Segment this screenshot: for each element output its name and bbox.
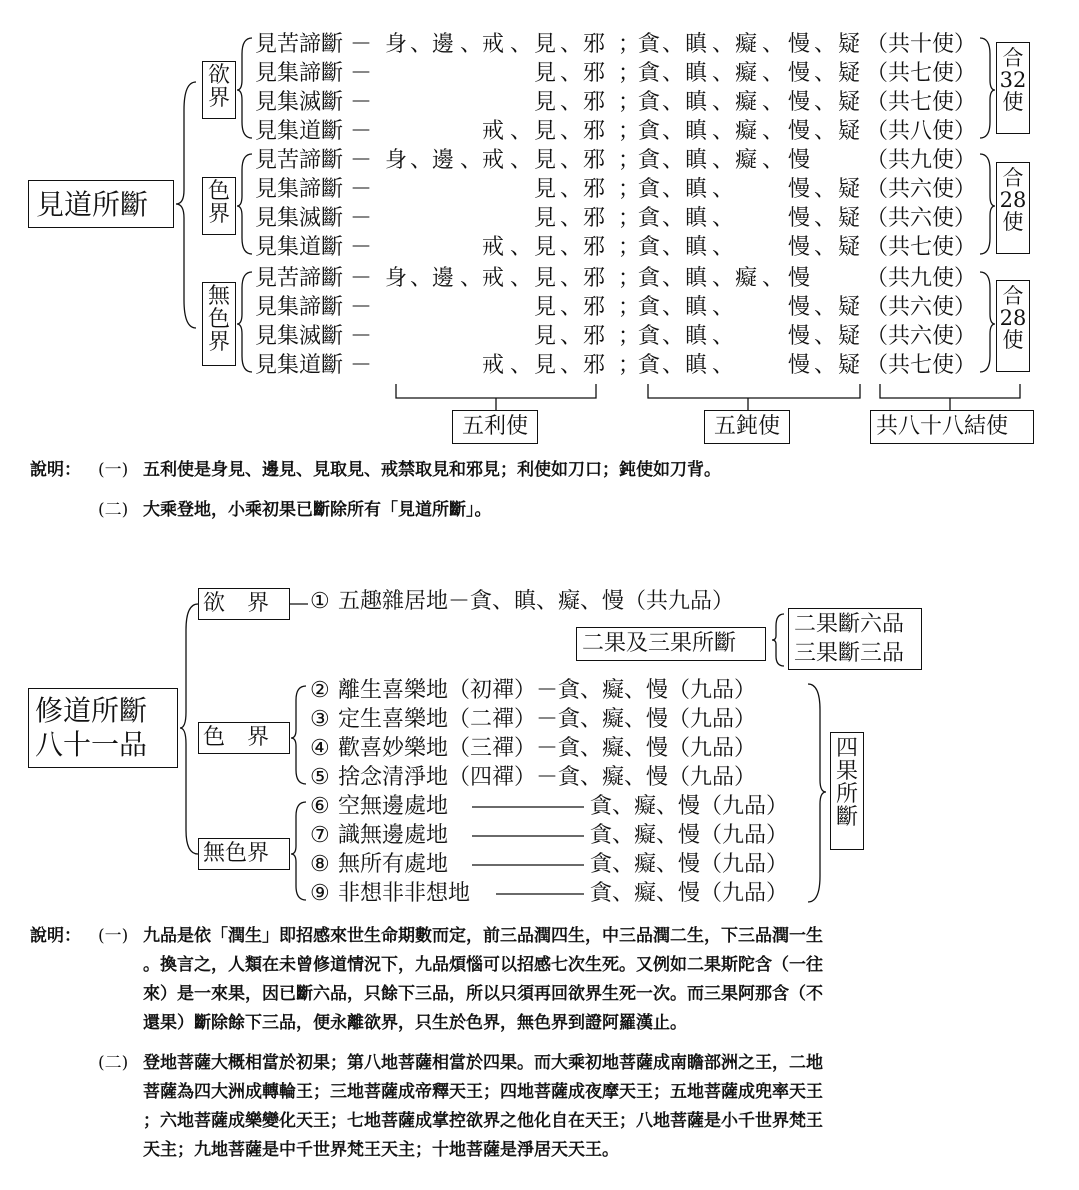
row-9-tail: 貪、癡、慢（九品） <box>590 881 789 906</box>
four-fruit-2: 果 <box>835 759 858 785</box>
top-row-7-sep: 、 <box>712 206 735 231</box>
top-row-5-semi: ； <box>618 148 641 173</box>
top-row-9-kind: 見苦諦斷 <box>255 266 344 291</box>
top-row-3-c2: 癡 <box>735 90 758 115</box>
top-row-1-sep: 、 <box>410 32 433 57</box>
top-row-5-sep: 、 <box>762 148 785 173</box>
top-row-8-total: （共七使） <box>866 235 977 260</box>
top-row-9-semi: ； <box>618 266 641 291</box>
top-row-11-kind: 見集滅斷 <box>255 324 344 349</box>
top-row-9-sep: 、 <box>560 266 583 291</box>
top-row-5-total: （共九使） <box>866 148 977 173</box>
four-fruit-1: 四 <box>835 736 858 761</box>
top-row-8-y: 疑 <box>838 235 861 260</box>
top-row-6-c: 瞋 <box>685 177 708 202</box>
row-5-text: 捨念清淨地（四禪）－貪、癡、慢（九品） <box>338 765 757 790</box>
top-row-5-e: 邊 <box>432 148 455 173</box>
top-row-11-dash: － <box>350 324 373 349</box>
top-row-3-c: 瞋 <box>685 90 708 115</box>
bottom-right-brace <box>808 684 826 902</box>
bracket-total <box>880 384 1020 410</box>
top-row-3-sep: 、 <box>560 90 583 115</box>
top-row-12-sep: 、 <box>662 353 685 378</box>
top-row-11-sep: 、 <box>662 324 685 349</box>
bottom-main-brace <box>180 604 198 854</box>
row-2-num: ② <box>310 678 330 703</box>
top-row-5-sep: 、 <box>460 148 483 173</box>
top-row-1-total: （共十使） <box>866 32 977 57</box>
top-row-8-dash: － <box>350 235 373 260</box>
top-row-4-sep: 、 <box>560 119 583 144</box>
top-row-1-kind: 見苦諦斷 <box>255 32 344 57</box>
top-row-9-sep: 、 <box>712 266 735 291</box>
top-row-2-sep: 、 <box>762 61 785 86</box>
top-row-3-kind: 見集滅斷 <box>255 90 344 115</box>
top-row-6-kind: 見集諦斷 <box>255 177 344 202</box>
top-row-10-y: 疑 <box>838 295 861 320</box>
top-row-8-t: 貪 <box>638 235 661 260</box>
top-row-1-b: 身 <box>385 32 408 57</box>
top-row-9-dash: － <box>350 266 373 291</box>
top-row-8-kind: 見集道斷 <box>255 235 344 260</box>
row-6-name: 空無邊處地 <box>338 794 449 819</box>
four-fruit-3: 所 <box>835 782 858 808</box>
fruit-label: 二果及三果所斷 <box>582 631 737 656</box>
top-row-12-c: 瞋 <box>685 353 708 378</box>
top-row-9-sep: 、 <box>662 266 685 291</box>
row-8-num: ⑧ <box>310 852 330 877</box>
bottom-realm-formless-label: 無色界 <box>203 841 270 866</box>
top-row-6-sep: 、 <box>814 177 837 202</box>
row-8-tail: 貪、癡、慢（九品） <box>590 852 789 877</box>
top-row-8-sep: 、 <box>560 235 583 260</box>
top-row-9-c2: 癡 <box>735 266 758 291</box>
top-row-4-k: 見 <box>534 119 557 144</box>
top-row-6-sep: 、 <box>712 177 735 202</box>
bottom-note-2-num: (二) <box>98 1053 129 1073</box>
top-row-5-sep: 、 <box>410 148 433 173</box>
fruit-item-2: 三果斷三品 <box>794 641 905 666</box>
top-row-10-dash: － <box>350 295 373 320</box>
top-row-10-total: （共六使） <box>866 295 977 320</box>
top-row-9-sep: 、 <box>410 266 433 291</box>
top-row-6-m: 慢 <box>788 177 811 202</box>
sum-desire-3: 使 <box>1002 90 1024 115</box>
group-label-dull: 五鈍使 <box>714 414 781 439</box>
top-row-3-m: 慢 <box>788 90 811 115</box>
top-row-9-sep: 、 <box>510 266 533 291</box>
top-row-7-kind: 見集滅斷 <box>255 206 344 231</box>
top-row-5-t: 貪 <box>638 148 661 173</box>
row-1-text: 五趣雜居地－貪、瞋、癡、慢（共九品） <box>338 589 735 614</box>
top-row-3-k: 見 <box>534 90 557 115</box>
top-row-10-m: 慢 <box>788 295 811 320</box>
bottom-title-1: 修道所斷 <box>35 694 148 727</box>
top-row-9-sep: 、 <box>762 266 785 291</box>
top-row-4-j: 戒 <box>482 119 505 144</box>
top-row-2-c: 瞋 <box>685 61 708 86</box>
group-label-sharp: 五利使 <box>462 414 529 439</box>
top-row-4-m: 慢 <box>788 119 811 144</box>
row-7-name: 識無邊處地 <box>338 823 449 848</box>
top-row-5-c2: 癡 <box>735 148 758 173</box>
top-row-4-y: 疑 <box>838 119 861 144</box>
top-row-9-k: 見 <box>534 266 557 291</box>
top-row-1-sep: 、 <box>460 32 483 57</box>
top-row-12-sep: 、 <box>814 353 837 378</box>
top-row-8-semi: ； <box>618 235 641 260</box>
top-row-3-x: 邪 <box>583 90 606 115</box>
realm-label-formless: 無色界 <box>208 284 231 356</box>
realm-label-form: 色界 <box>208 179 231 228</box>
top-row-12-x: 邪 <box>583 353 606 378</box>
top-row-8-sep: 、 <box>712 235 735 260</box>
top-row-8-x: 邪 <box>583 235 606 260</box>
top-row-4-sep: 、 <box>510 119 533 144</box>
top-row-9-e: 邊 <box>432 266 455 291</box>
top-row-10-sep: 、 <box>662 295 685 320</box>
top-row-7-t: 貪 <box>638 206 661 231</box>
top-row-12-kind: 見集道斷 <box>255 353 344 378</box>
top-row-1-y: 疑 <box>838 32 861 57</box>
top-row-12-total: （共七使） <box>866 353 977 378</box>
top-row-3-total: （共七使） <box>866 90 977 115</box>
top-row-10-sep: 、 <box>712 295 735 320</box>
top-row-2-m: 慢 <box>788 61 811 86</box>
top-row-3-sep: 、 <box>662 90 685 115</box>
top-row-5-sep: 、 <box>712 148 735 173</box>
top-row-3-dash: － <box>350 90 373 115</box>
top-row-1-c: 瞋 <box>685 32 708 57</box>
sum-form-1: 合 <box>1002 166 1024 190</box>
top-row-5-kind: 見苦諦斷 <box>255 148 344 173</box>
top-row-7-total: （共六使） <box>866 206 977 231</box>
row-5-num: ⑤ <box>310 765 330 790</box>
row-4-text: 歡喜妙樂地（三禪）－貪、癡、慢（九品） <box>338 736 757 761</box>
top-row-2-sep: 、 <box>814 61 837 86</box>
top-row-2-sep: 、 <box>662 61 685 86</box>
top-row-5-sep: 、 <box>662 148 685 173</box>
top-row-7-sep: 、 <box>560 206 583 231</box>
top-row-7-c: 瞋 <box>685 206 708 231</box>
top-row-1-c2: 癡 <box>735 32 758 57</box>
top-row-9-b: 身 <box>385 266 408 291</box>
sum-formless-2: 28 <box>999 306 1027 331</box>
sum-desire-1: 合 <box>1002 46 1024 70</box>
top-row-4-sep: 、 <box>662 119 685 144</box>
top-row-10-x: 邪 <box>583 295 606 320</box>
top-row-1-sep: 、 <box>560 32 583 57</box>
top-row-1-m: 慢 <box>788 32 811 57</box>
row-4-num: ④ <box>310 736 330 761</box>
top-row-12-y: 疑 <box>838 353 861 378</box>
top-row-6-sep: 、 <box>662 177 685 202</box>
top-rbrace-form <box>980 154 995 254</box>
top-row-8-c: 瞋 <box>685 235 708 260</box>
top-row-11-t: 貪 <box>638 324 661 349</box>
fruit-item-1: 二果斷六品 <box>794 612 905 637</box>
top-row-2-total: （共七使） <box>866 61 977 86</box>
top-row-10-sep: 、 <box>560 295 583 320</box>
top-row-4-sep: 、 <box>762 119 785 144</box>
top-row-10-k: 見 <box>534 295 557 320</box>
top-row-3-sep: 、 <box>712 90 735 115</box>
bottom-title-2: 八十一品 <box>35 728 148 761</box>
row-2-text: 離生喜樂地（初禪）－貪、癡、慢（九品） <box>338 678 757 703</box>
row-3-num: ③ <box>310 707 330 732</box>
top-brace-form <box>237 154 252 254</box>
top-row-6-k: 見 <box>534 177 557 202</box>
top-row-3-sep: 、 <box>762 90 785 115</box>
top-row-8-sep: 、 <box>662 235 685 260</box>
top-brace-formless <box>237 272 252 372</box>
top-row-4-c2: 癡 <box>735 119 758 144</box>
top-row-12-sep: 、 <box>560 353 583 378</box>
top-row-10-c: 瞋 <box>685 295 708 320</box>
sum-desire-2: 32 <box>999 68 1027 93</box>
top-row-11-x: 邪 <box>583 324 606 349</box>
top-row-1-sep: 、 <box>712 32 735 57</box>
top-row-1-j: 戒 <box>482 32 505 57</box>
row-9-num: ⑨ <box>310 881 330 906</box>
top-row-4-c: 瞋 <box>685 119 708 144</box>
top-row-6-semi: ； <box>618 177 641 202</box>
top-row-12-sep: 、 <box>712 353 735 378</box>
top-row-5-c: 瞋 <box>685 148 708 173</box>
top-row-10-kind: 見集諦斷 <box>255 295 344 320</box>
top-rbrace-desire <box>980 38 995 138</box>
top-row-1-sep: 、 <box>510 32 533 57</box>
top-row-10-sep: 、 <box>814 295 837 320</box>
top-row-8-sep: 、 <box>814 235 837 260</box>
bottom-note-2-line-1: 登地菩薩大概相當於初果；第八地菩薩相當於四果。而大乘初地菩薩成南瞻部洲之王，二地 <box>143 1053 823 1073</box>
top-row-2-k: 見 <box>534 61 557 86</box>
bracket-sharp <box>396 384 596 410</box>
top-row-10-t: 貪 <box>638 295 661 320</box>
top-row-1-t: 貪 <box>638 32 661 57</box>
top-row-12-j: 戒 <box>482 353 505 378</box>
top-row-10-semi: ； <box>618 295 641 320</box>
top-row-5-b: 身 <box>385 148 408 173</box>
top-note-head: 說明： <box>30 460 81 480</box>
top-row-3-sep: 、 <box>814 90 837 115</box>
top-row-6-sep: 、 <box>560 177 583 202</box>
top-row-5-m: 慢 <box>788 148 811 173</box>
top-row-1-e: 邊 <box>432 32 455 57</box>
row-3-text: 定生喜樂地（二禪）－貪、癡、慢（九品） <box>338 707 757 732</box>
top-row-1-x: 邪 <box>583 32 606 57</box>
sum-form-3: 使 <box>1002 210 1024 235</box>
top-row-12-semi: ； <box>618 353 641 378</box>
top-row-7-sep: 、 <box>662 206 685 231</box>
top-row-6-dash: － <box>350 177 373 202</box>
bottom-realm-desire-label: 欲 界 <box>203 591 270 616</box>
top-row-9-m: 慢 <box>788 266 811 291</box>
sum-form-2: 28 <box>999 188 1027 213</box>
top-row-4-dash: － <box>350 119 373 144</box>
top-row-12-m: 慢 <box>788 353 811 378</box>
top-row-6-total: （共六使） <box>866 177 977 202</box>
top-row-2-t: 貪 <box>638 61 661 86</box>
top-row-2-x: 邪 <box>583 61 606 86</box>
top-row-8-j: 戒 <box>482 235 505 260</box>
top-row-2-c2: 癡 <box>735 61 758 86</box>
top-row-11-sep: 、 <box>814 324 837 349</box>
top-row-9-sep: 、 <box>460 266 483 291</box>
row-7-tail: 貪、癡、慢（九品） <box>590 823 789 848</box>
top-row-4-total: （共八使） <box>866 119 977 144</box>
top-row-7-sep: 、 <box>814 206 837 231</box>
bracket-dull <box>648 384 860 410</box>
row-1-num: ① <box>310 589 330 614</box>
top-rbrace-formless <box>980 272 995 372</box>
row-8-name: 無所有處地 <box>338 852 449 877</box>
top-row-11-semi: ； <box>618 324 641 349</box>
sum-formless-3: 使 <box>1002 328 1024 353</box>
top-row-6-y: 疑 <box>838 177 861 202</box>
row-6-tail: 貪、癡、慢（九品） <box>590 794 789 819</box>
top-row-5-dash: － <box>350 148 373 173</box>
top-row-7-semi: ； <box>618 206 641 231</box>
top-row-11-y: 疑 <box>838 324 861 349</box>
top-row-5-sep: 、 <box>560 148 583 173</box>
top-title: 見道所斷 <box>36 188 149 221</box>
top-row-12-dash: － <box>350 353 373 378</box>
top-row-1-k: 見 <box>534 32 557 57</box>
top-row-7-k: 見 <box>534 206 557 231</box>
bottom-note-1-line-4: 還果）斷除餘下三品，便永離欲界，只生於色界，無色界到證阿羅漢止。 <box>143 1013 687 1033</box>
top-note-2-num: (二) <box>98 500 129 520</box>
top-row-1-dash: － <box>350 32 373 57</box>
top-row-11-total: （共六使） <box>866 324 977 349</box>
bottom-realm-form-label: 色 界 <box>203 725 270 750</box>
bottom-note-1-line-1: 九品是依「潤生」即招感來世生命期數而定，前三品潤四生，中三品潤二生，下三品潤一生 <box>143 926 823 946</box>
top-row-1-semi: ； <box>618 32 641 57</box>
top-row-4-kind: 見集道斷 <box>255 119 344 144</box>
row-6-num: ⑥ <box>310 794 330 819</box>
top-row-4-sep: 、 <box>712 119 735 144</box>
top-row-6-t: 貪 <box>638 177 661 202</box>
bottom-note-1-line-2: 。換言之，人類在未曾修道情況下，九品煩惱可以招感七次生死。又例如二果斯陀含（一往 <box>143 955 823 975</box>
top-row-7-y: 疑 <box>838 206 861 231</box>
top-row-5-j: 戒 <box>482 148 505 173</box>
top-row-4-x: 邪 <box>583 119 606 144</box>
top-row-4-t: 貪 <box>638 119 661 144</box>
top-row-9-x: 邪 <box>583 266 606 291</box>
top-row-8-k: 見 <box>534 235 557 260</box>
row-9-name: 非想非非想地 <box>338 881 471 906</box>
top-row-2-y: 疑 <box>838 61 861 86</box>
top-row-2-semi: ； <box>618 61 641 86</box>
top-row-7-dash: － <box>350 206 373 231</box>
top-row-9-c: 瞋 <box>685 266 708 291</box>
bottom-brace-formless <box>291 802 306 900</box>
top-note-1-text: 五利使是身見、邊見、見取見、戒禁取見和邪見；利使如刀口；鈍使如刀背。 <box>143 460 721 480</box>
top-row-1-sep: 、 <box>814 32 837 57</box>
top-row-5-k: 見 <box>534 148 557 173</box>
top-row-2-dash: － <box>350 61 373 86</box>
bottom-note-2-line-4: 天主；九地菩薩是中千世界梵王天主；十地菩薩是淨居天天王。 <box>143 1140 619 1160</box>
top-row-12-t: 貪 <box>638 353 661 378</box>
group-label-total: 共八十八結使 <box>876 414 1009 439</box>
bottom-note-1-num: (一) <box>98 926 129 946</box>
sum-formless-1: 合 <box>1002 284 1024 308</box>
top-row-7-x: 邪 <box>583 206 606 231</box>
top-row-11-sep: 、 <box>560 324 583 349</box>
top-row-8-m: 慢 <box>788 235 811 260</box>
top-row-4-semi: ； <box>618 119 641 144</box>
top-row-1-sep: 、 <box>662 32 685 57</box>
top-note-1-num: (一) <box>98 460 129 480</box>
top-row-12-sep: 、 <box>510 353 533 378</box>
top-row-2-kind: 見集諦斷 <box>255 61 344 86</box>
top-row-7-m: 慢 <box>788 206 811 231</box>
top-row-11-c: 瞋 <box>685 324 708 349</box>
top-row-11-sep: 、 <box>712 324 735 349</box>
bottom-brace-form <box>291 686 306 784</box>
top-row-5-x: 邪 <box>583 148 606 173</box>
top-row-4-sep: 、 <box>814 119 837 144</box>
top-row-11-m: 慢 <box>788 324 811 349</box>
bottom-note-head: 說明： <box>30 926 81 946</box>
top-row-5-sep: 、 <box>510 148 533 173</box>
top-row-1-sep: 、 <box>762 32 785 57</box>
top-row-2-sep: 、 <box>712 61 735 86</box>
top-note-2-text: 大乘登地，小乘初果已斷除所有「見道所斷」。 <box>143 500 492 520</box>
top-row-9-j: 戒 <box>482 266 505 291</box>
top-brace-desire <box>237 38 252 138</box>
top-main-brace <box>176 82 196 328</box>
top-row-3-y: 疑 <box>838 90 861 115</box>
top-row-3-semi: ； <box>618 90 641 115</box>
top-row-6-x: 邪 <box>583 177 606 202</box>
top-row-12-k: 見 <box>534 353 557 378</box>
four-fruit-4: 斷 <box>835 805 858 831</box>
bottom-note-2-line-2: 菩薩為四大洲成轉輪王；三地菩薩成帝釋天王；四地菩薩成夜摩天王；五地菩薩成兜率天王 <box>143 1082 823 1102</box>
top-row-9-total: （共九使） <box>866 266 977 291</box>
top-row-8-sep: 、 <box>510 235 533 260</box>
top-row-3-t: 貪 <box>638 90 661 115</box>
realm-label-desire: 欲界 <box>208 63 231 112</box>
row-7-num: ⑦ <box>310 823 330 848</box>
top-row-11-k: 見 <box>534 324 557 349</box>
top-row-2-sep: 、 <box>560 61 583 86</box>
top-row-9-t: 貪 <box>638 266 661 291</box>
bottom-note-2-line-3: ；六地菩薩成樂變化天王；七地菩薩成掌控欲界之他化自在天王；八地菩薩是小千世界梵王 <box>143 1111 823 1131</box>
bottom-note-1-line-3: 來）是一來果，因已斷六品，只餘下三品，所以只須再回欲界生死一次。而三果阿那含（不 <box>143 984 823 1004</box>
fruit-brace <box>772 614 784 666</box>
